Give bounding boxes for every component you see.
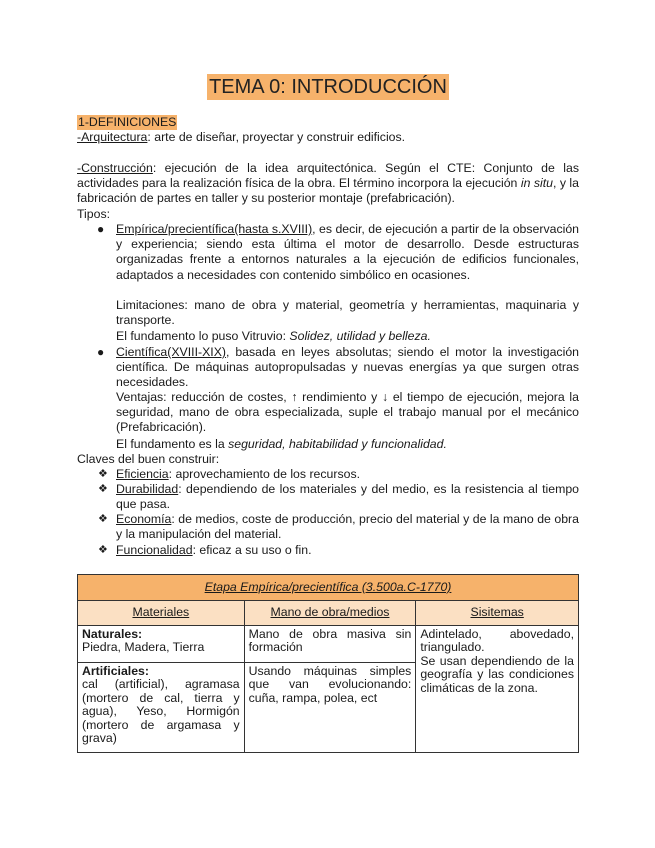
clave-term: Economía	[116, 512, 172, 526]
header-mano-de-obra: Mano de obra/medios	[244, 601, 416, 626]
text-construccion-em: in situ	[520, 176, 553, 191]
clave-term: Funcionalidad	[116, 543, 193, 557]
clave-text: : eficaz a su uso o fin.	[192, 543, 312, 557]
section-heading: 1-DEFINICIONES	[78, 115, 177, 129]
definition-construccion	[77, 161, 579, 207]
diamond-bullet-icon: ❖	[98, 483, 108, 495]
text-construccion-1: : ejecución de la idea arquitectónica. Según el CTE: Conjunto de las actividades para la realización física de la obra. El término incorpora la ejecución	[77, 161, 579, 191]
table-caption: Etapa Empírica/precientífica (3.500a.C-1770)	[78, 575, 579, 601]
sistemas-text-1: Adintelado, abovedado, triangulado.	[420, 627, 574, 655]
cientifica-fundamento	[116, 437, 579, 452]
cell-mano-1: Mano de obra masiva sin formación	[244, 626, 416, 663]
diamond-bullet-icon: ❖	[98, 513, 108, 525]
clave-text: : aprovechamiento de los recursos.	[168, 467, 361, 481]
header-materiales: Materiales	[78, 601, 245, 626]
cientifica-fundamento-em: seguridad, habitabilidad y funcionalidad.	[228, 437, 447, 451]
cientifica-ventajas: Ventajas: reducción de costes, ↑ rendimiento y ↓ el tiempo de ejecución, mejora la seguridad, mano de obra especializada, suple el trabajo manual por el mecánico (Prefabricación).	[116, 390, 579, 435]
clave-term: Eficiencia	[116, 467, 169, 481]
tipo-cientifica	[97, 345, 579, 391]
title-wrap	[77, 74, 579, 100]
claves-label: Claves del buen construir:	[77, 452, 220, 466]
empirica-fundamento-text: El fundamento lo puso Vitruvio:	[116, 329, 290, 343]
cell-mano-2: Usando máquinas simples que van evolucionando: cuña, rampa, polea, ect	[244, 663, 416, 753]
clave-term: Durabilidad	[116, 482, 179, 496]
empirica-fundamento	[116, 329, 579, 344]
tipo-empirica	[97, 222, 579, 283]
clave-durabilidad	[98, 482, 579, 512]
naturales-text: Piedra, Madera, Tierra	[82, 640, 205, 655]
cientifica-fundamento-text: El fundamento es la	[116, 437, 229, 451]
clave-funcionalidad	[98, 543, 579, 558]
clave-eficiencia	[98, 467, 579, 482]
bullet-icon: ●	[97, 222, 105, 236]
diamond-bullet-icon: ❖	[98, 544, 108, 556]
cell-materiales-naturales	[78, 626, 245, 663]
term-arquitectura: -Arquitectura	[77, 130, 148, 144]
artificiales-label: Artificiales:	[82, 664, 149, 678]
cell-materiales-artificiales	[78, 663, 245, 753]
naturales-label: Naturales:	[82, 627, 143, 641]
clave-text: : dependiendo de los materiales y del medio, es la resistencia al tiempo que pasa.	[116, 482, 579, 512]
bullet-icon: ●	[97, 345, 105, 359]
page-title: TEMA 0: INTRODUCCIÓN	[209, 76, 447, 98]
clave-economia	[98, 512, 579, 542]
empirica-fundamento-em: Solidez, utilidad y belleza.	[289, 329, 431, 343]
diamond-bullet-icon: ❖	[98, 468, 108, 480]
term-cientifica: Científica(XVIII-XIX)	[116, 345, 227, 359]
artificiales-text: cal (artificial), agramasa (mortero de cal, tierra y agua), Yeso, Hormigón (mortero de argamasa y grava)	[82, 677, 240, 746]
term-construccion: -Construcción	[77, 161, 153, 175]
text-cientifica-1: , basada en leyes absolutas; siendo el motor la investigación científica. De máquinas autopropulsadas y nuevas energías ya que surgen otras necesidades.	[116, 345, 579, 390]
sistemas-text-2: Se usan dependiendo de la geografía y las condiciones climáticas de la zona.	[420, 653, 574, 695]
definition-arquitectura	[77, 130, 579, 145]
empirica-limitaciones: Limitaciones: mano de obra y material, geometría y herramientas, maquinaria y transporte.	[116, 298, 579, 328]
tipos-label: Tipos:	[77, 207, 111, 221]
term-empirica: Empírica/precientífica(hasta s.XVIII)	[116, 222, 313, 236]
cell-sistemas	[416, 626, 579, 753]
header-sistemas: Sisitemas	[416, 601, 579, 626]
text-arquitectura: : arte de diseñar, proyectar y construir edificios.	[147, 130, 406, 144]
clave-text: : de medios, coste de producción, precio del material y de la mano de obra y la manipulación del material.	[116, 512, 579, 542]
etapa-table	[77, 574, 579, 753]
text-empirica-1: , es decir, de ejecución a partir de la observación y experiencia; siendo esta última el motor de desarrollo. Desde estructuras organizadas frente a entornos naturales a la ejecución de edificios funcionales, adaptados a necesidades con contenido simbólico en ocasiones.	[116, 222, 579, 282]
text-construccion-2: , y la fabricación de partes en taller y su posterior montaje (prefabricación).	[77, 176, 580, 206]
